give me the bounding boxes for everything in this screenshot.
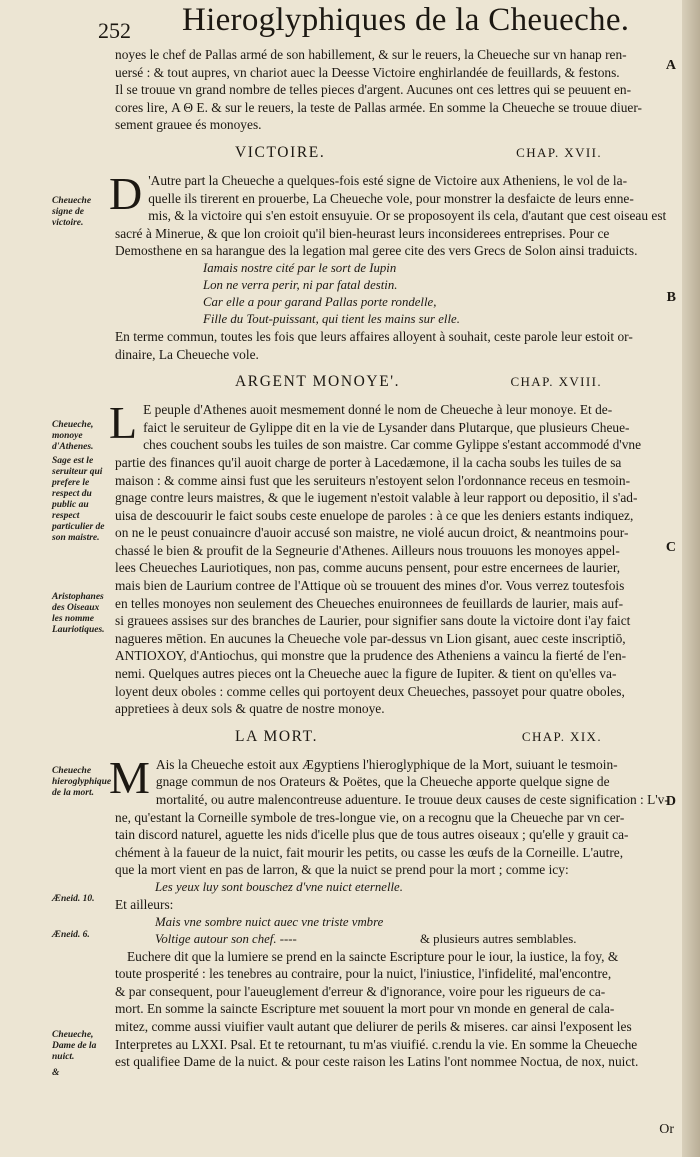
margin-note-ampersand: &: [52, 1068, 60, 1078]
catchword: Or: [659, 1122, 674, 1137]
text-line: E peuple d'Athenes auoit mesmement donné le nom de Cheueche à leur monoye. Et de-: [143, 402, 613, 418]
text-line: partie des finances qu'il auoit charge de porter à Lacedæmone, il la cacha soubs les tuiles de sa: [115, 454, 622, 470]
text-line: maison : & comme ainsi fust que les seruiteurs n'estoyent selon l'ordonnance receus en tesmoin-: [115, 472, 631, 488]
text-line: chassé le bien & proufit de la Segneurie d'Athenes. Ailleurs nous trouuons les monoyes appel-: [115, 542, 620, 558]
text-line: uersé : & tout aupres, vn chariot auec la Deesse Victoire enghirlandée de feuillards, & festons.: [115, 64, 620, 80]
text-line: faict le seruiteur de Gylippe dit en la vie de Lysander dans Plutarque, que plusieurs Cheue-: [143, 419, 630, 435]
text-line: nemi. Quelques autres pieces ont la Cheueche auec la figure de Iupiter. & tient on qu'elles va-: [115, 666, 617, 682]
chapter-heading-17: [115, 144, 672, 166]
margin-letter-c: C: [665, 540, 676, 555]
margin-note-aeneid10: Æneid. 10.: [52, 894, 95, 904]
chapter-heading-19: [115, 728, 672, 750]
margin-note-monoye: Cheueche, monoye d'Athenes.: [52, 420, 94, 452]
chapter-title: VICTOIRE.: [235, 143, 326, 161]
text-line: 'Autre part la Cheueche a quelques-fois esté signe de Victoire aux Atheniens, le vol de la-: [148, 172, 628, 188]
text-line: que la mort vient en pas de larron, & que la nuict se prend pour la mort ; comme icy:: [115, 862, 569, 878]
margin-letter-b: B: [666, 290, 676, 305]
text-line: mort. En somme la saincte Escripture met souuent la mort pour vn monde en general de cala-: [115, 1001, 615, 1017]
drop-capital: M: [109, 751, 150, 803]
text-line: noyes le chef de Pallas armé de son habillement, & sur le reuers, la Cheueche sur vn hanap ren-: [115, 47, 627, 62]
text-line: toute prosperité : les tenebres au contraire, pour la nuict, l'iniustice, l'infidelité, mal'encontre,: [115, 966, 612, 982]
text-line: nagueres mētion. En aucunes la Cheueche vole par-dessus vn Lion gisant, auec ceste inscriptiō,: [115, 630, 626, 646]
drop-capital: D: [109, 167, 143, 219]
text-line: Et ailleurs:: [115, 896, 174, 912]
text-line: si grauees assises sur des branches de Laurier, pour signifier sans doute la victoire dont i'ay faict: [115, 613, 631, 629]
chapter-number: CHAP. XVIII.: [510, 374, 602, 390]
text-line: gnage contre leurs maistres, & que le iugement n'estoit valable à leur rapport ou depositio, il s'ad-: [115, 490, 638, 506]
chapter-title: ARGENT MONOYE'.: [235, 373, 401, 391]
text-line: Euchere dit que la lumiere se prend en la saincte Escripture pour le iour, la iustice, la foy, &: [127, 948, 619, 964]
text-line: Demosthene en sa harangue des la legation mal geree cite des vers Grecs de Solon ainsi traduicts.: [115, 243, 638, 259]
margin-note-dame: Cheueche, Dame de la nuict.: [52, 1030, 97, 1062]
chapter-heading-18: [115, 373, 672, 395]
margin-note-aristophanes: Aristophanes des Oiseaux les nomme Lauriotiques.: [52, 592, 105, 635]
margin-letter-a: A: [665, 58, 676, 73]
running-title: Hieroglyphiques de la Cheueche.: [182, 2, 630, 38]
text-line: quelle ils tirerent en prouerbe, La Cheueche vole, pour monstrer la desfaicte de leurs enne-: [148, 190, 634, 206]
text-line: Ais la Cheueche estoit aux Ægyptiens l'hieroglyphique de la Mort, suiuant le tesmoin-: [155, 756, 618, 772]
chapter-title: LA MORT.: [235, 727, 319, 745]
margin-note-aeneid6: Æneid. 6.: [52, 930, 90, 940]
text-line: dinaire, La Cheueche vole.: [115, 346, 259, 362]
text-line: mortalité, ou autre malencontreuse aduenture. Ie trouue deux causes de ceste signification : L'v-: [155, 792, 669, 807]
margin-note-mort: Cheueche hieroglyphique de la mort.: [52, 766, 112, 798]
text-line: Il se trouue vn grand nombre de telles pieces d'argent. Aucunes ont ces lettres qui se peuuent en-: [115, 82, 632, 98]
verse-line: Fille du Tout-puissant, qui tient les mains sur elle.: [203, 311, 460, 326]
quote-line: Mais vne sombre nuict auec vne triste vmbre: [155, 914, 384, 929]
text-line: en telles monoyes non seulement des Cheueches enuironnees de feuillards de laurier, mais auf-: [115, 595, 624, 611]
margin-note-sage: Sage est le seruiteur qui prefere le respect du public au respect particulier de son maistre.: [52, 456, 105, 543]
text-line: sacré à Minerue, & que lon croioit qu'il bien-heurast leurs inconsiderees entreprises. Pour ce: [115, 225, 610, 241]
margin-note-victoire: Cheueche signe de victoire.: [52, 196, 92, 228]
text-line: lees Cheueches Lauriotiques, non pas, comme aucuns pensent, pour estre encernees de laurier,: [115, 560, 621, 576]
page-number: 252: [98, 18, 131, 43]
text-line: & par consequent, pour l'aueuglement d'erreur & d'ignorance, voire pour les rigueurs de ca-: [115, 983, 606, 999]
chapter-number: CHAP. XVII.: [516, 144, 602, 160]
text-line: est qualifiee Dame de la nuict. & pour ceste raison les Latins l'ont nommee Noctua, de nox, nuict.: [115, 1054, 639, 1070]
text-line: ΑΝΤΙΟΧΟΥ, d'Antiochus, qui monstre que la prudence des Atheniens a vaincu la fierté de l'en-: [115, 648, 627, 664]
text-line: uisa de descouurir le faict soubs ceste enuelope de paroles : à ce que les deniers estants indiquez,: [115, 507, 634, 523]
text-line: tain discord naturel, aguette les nids d'icelle plus que de tous autres oiseaux ; qu'elle y grauit ca-: [115, 827, 629, 843]
verse-line: Lon ne verra perir, ni par fatal destin.: [203, 277, 398, 292]
quote-tail: & plusieurs autres semblables.: [420, 931, 577, 946]
verse-line: Iamais nostre cité par le sort de Iupin: [203, 260, 397, 275]
page-edge-shadow: [682, 0, 700, 1157]
drop-capital: L: [109, 397, 138, 449]
text-line: mais bien de Laurium contree de l'Attique où se trouuent des mines d'or. Vous verrez toutesfois: [115, 578, 625, 594]
quote-line: Les yeux luy sont bouschez d'vne nuict eternelle.: [155, 879, 403, 894]
text-line: En terme commun, toutes les fois que leurs affaires alloyent à souhait, ceste parole leur estoit or-: [115, 328, 633, 344]
page-header: [98, 2, 678, 46]
text-line: mitez, comme aussi viuifier vault autant que deliurer de perils & miseres. car ainsi l'exposent les: [115, 1018, 632, 1034]
text-line: ne, qu'estant la Corneille symbole de tres-longue vie, on a recognu que la Cheueche par vn cer-: [115, 809, 625, 825]
text-line: on ne le peust conuaincre d'auoir accusé son maistre, ne violé aucun droict, & neantmoins pour-: [115, 525, 629, 541]
verse-line: Car elle a pour garand Pallas porte rondelle,: [203, 294, 437, 309]
text-body: [109, 46, 672, 1071]
text-line: mis, & la victoire qui s'en estoit ensuyuie. Or se proposoyent ils cela, d'autant que cest oiseau est: [148, 208, 667, 224]
text-line: cores lire, Α Θ Ε. & sur le reuers, la teste de Pallas armée. En somme la Cheueche se trouue diuer-: [115, 99, 642, 115]
quote-line: [115, 931, 672, 948]
text-line: loyent deux oboles : comme celles qui portoyent deux Cheueches, passoyet pour quatre oboles,: [115, 683, 625, 699]
margin-letter-d: D: [665, 794, 676, 809]
text-line: gnage commun de nos Orateurs & Poëtes, que la Cheueche apporte quelque signe de: [155, 774, 610, 790]
text-line: appretiees à deux sols & quatre de nostre monoye.: [115, 701, 385, 717]
text-line: ches couchent soubs les tuiles de son maistre. Car comme Gylippe s'estant accommodé d'vne: [143, 437, 642, 453]
quote-fragment: Voltige autour son chef. ----: [155, 931, 297, 946]
chapter-number: CHAP. XIX.: [521, 728, 602, 744]
text-line: Interpretes au LXXI. Psal. Et te retournant, tu m'as viuifié. c.rendu la vie. En somme la Cheueche: [115, 1036, 638, 1052]
text-line: sement grauee és monoyes.: [115, 117, 262, 133]
text-line: chément à la faueur de la nuict, fait mourir les petits, ou casse les œufs de la Corneille. L'autre,: [115, 844, 624, 860]
